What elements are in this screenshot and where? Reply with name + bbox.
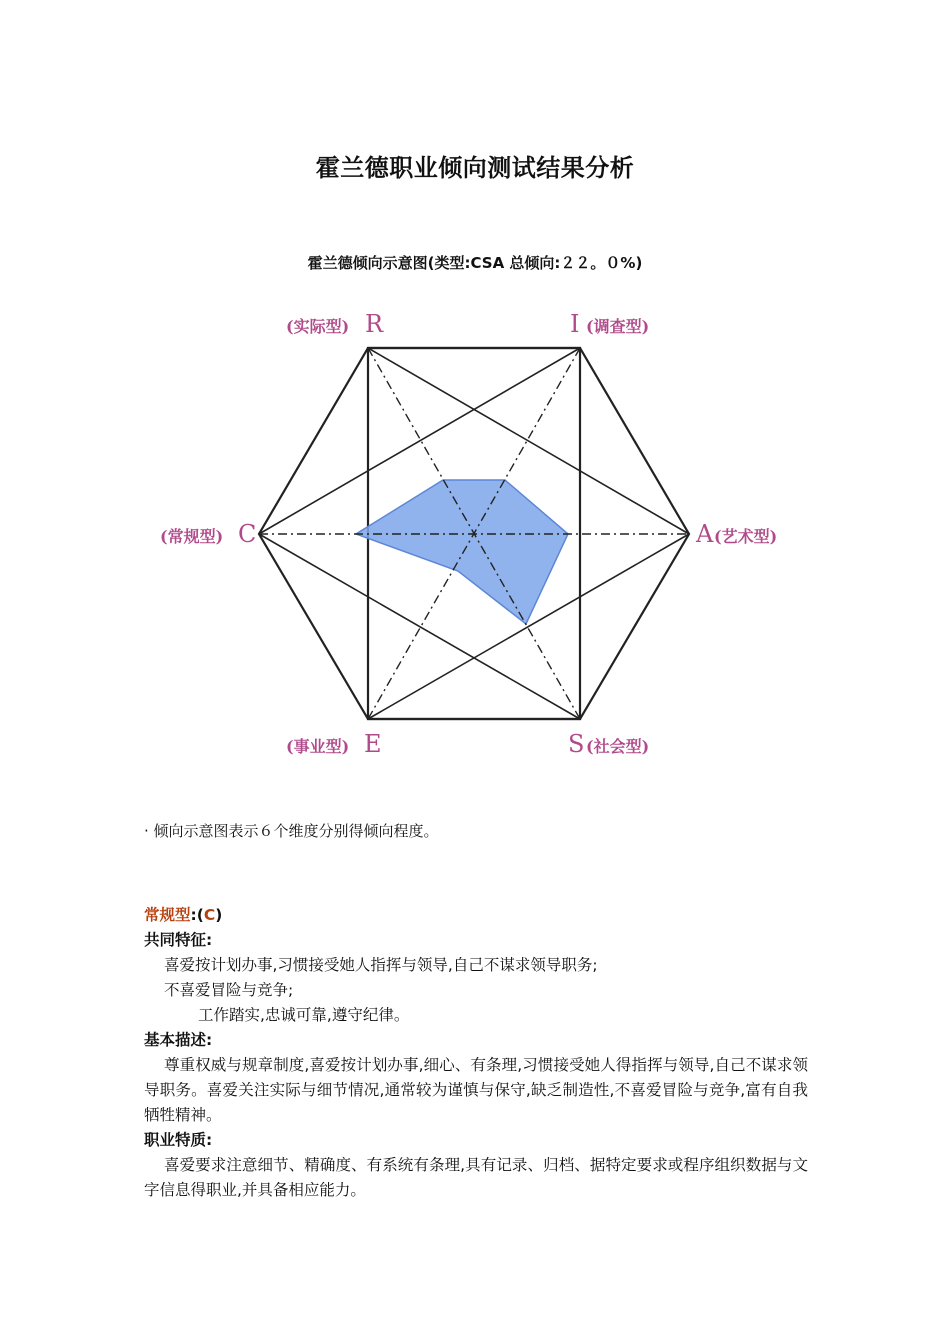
common-trait-item: 不喜爱冒险与竞争; <box>164 981 294 999</box>
career-traits-heading: 职业特质: <box>144 1131 213 1149</box>
type-letter: C <box>203 906 216 924</box>
profile-area <box>356 480 568 624</box>
type-paren-open: ( <box>196 906 204 924</box>
holland-radar-chart <box>140 300 810 780</box>
axis-label-s-letter: S <box>568 730 585 758</box>
common-trait-item: 工作踏实,忠诚可靠,遵守纪律。 <box>198 1006 410 1024</box>
basic-description-text: 尊重权威与规章制度,喜爱按计划办事,细心、有条理,习惯接受她人得指挥与领导,自己不谋求领导职务。喜爱关注实际与细节情况,通常较为谨慎与保守,缺乏制造性,不喜爱冒险与竞争,富有自我牺牲精神。 <box>144 1056 808 1124</box>
common-trait-item: 喜爱按计划办事,习惯接受她人指挥与领导,自己不谋求领导职务; <box>164 956 598 974</box>
chart-note: · 倾向示意图表示６个维度分别得倾向程度。 <box>144 822 439 840</box>
axis-label-a-letter: A <box>696 520 714 548</box>
axis-label-e-type: (事业型) <box>286 737 350 756</box>
axis-label-e-letter: E <box>364 730 382 758</box>
career-traits-text: 喜爱要求注意细节、精确度、有系统有条理,具有记录、归档、据特定要求或程序组织数据与文字信息得职业,并具备相应能力。 <box>144 1156 808 1199</box>
type-section <box>144 903 808 1203</box>
axis-label-c-letter: C <box>238 520 257 548</box>
axis-label-r-letter: R <box>365 310 384 338</box>
axis-label-c-type: (常规型) <box>160 527 224 546</box>
type-name: 常规型 <box>144 906 191 924</box>
chart-caption: 霍兰德倾向示意图(类型:CSA 总倾向:２２。０%) <box>307 254 643 272</box>
type-colon: : <box>190 906 197 924</box>
axis-label-a-type: (艺术型) <box>714 527 778 546</box>
type-paren-close: ) <box>215 906 223 924</box>
axis-label-i-letter: I <box>570 310 580 338</box>
axis-label-i-type: (调查型) <box>586 317 650 336</box>
axis-label-r-type: (实际型) <box>286 317 350 336</box>
type-heading <box>144 903 808 928</box>
page-title: 霍兰德职业倾向测试结果分析 <box>315 154 635 182</box>
common-traits-heading: 共同特征: <box>144 931 213 949</box>
basic-description-heading: 基本描述: <box>144 1031 213 1049</box>
axis-label-s-type: (社会型) <box>586 737 650 756</box>
